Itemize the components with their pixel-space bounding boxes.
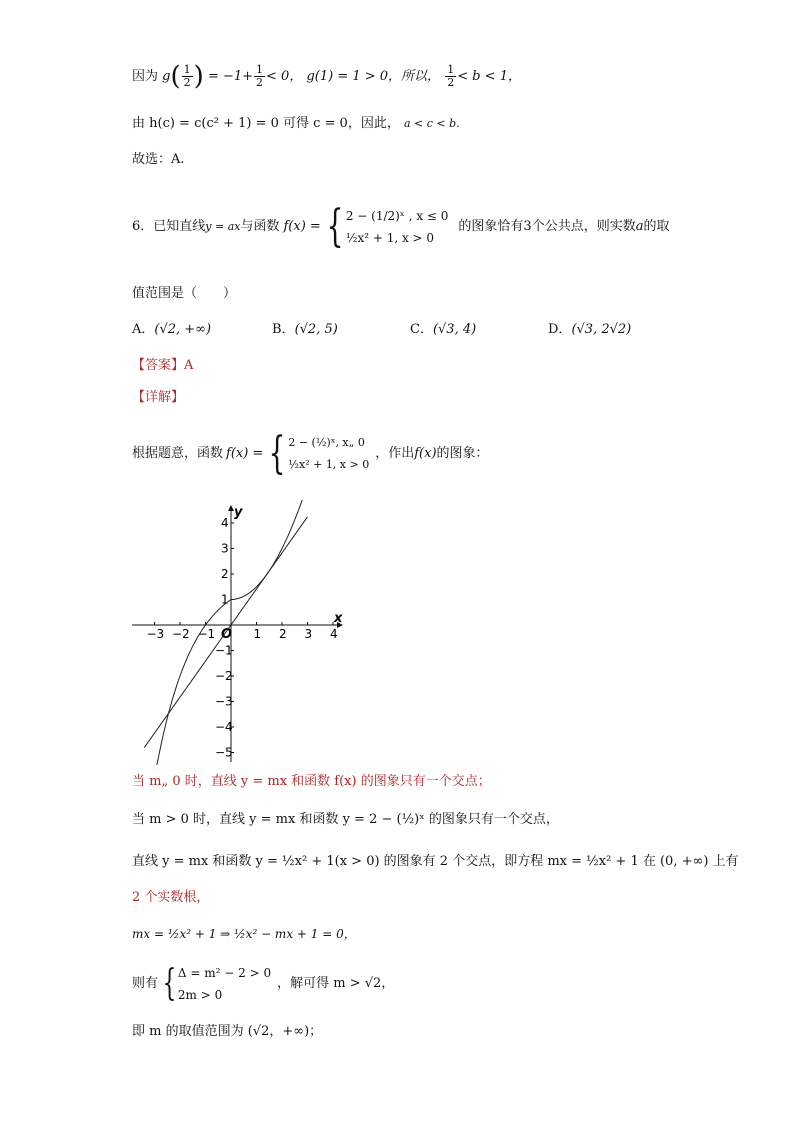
x-tick-label: 1	[253, 627, 262, 641]
function-graph	[128, 500, 353, 765]
line-2: 由 h(c) = c(c² + 1) = 0 可得 c = 0，因此， a < c < b.	[132, 116, 460, 131]
brace: {	[326, 201, 344, 252]
text: 因为	[132, 69, 159, 84]
explain-s1: 当 m„ 0 时，直线 y = mx 和函数 f(x) 的图象只有一个交点；	[132, 774, 491, 789]
math: g(1) = 1 > 0，所以，	[306, 69, 441, 84]
fraction: $\frac{1}{2}$	[183, 63, 191, 89]
answer-line	[132, 356, 193, 376]
piecewise: 2 − (½)ˣ, x„ 0 ½x² + 1, x > 0	[288, 436, 370, 471]
explain-p1: 根据题意，函数 f(x) = { 2 − (½)ˣ, x„ 0 ½x² + 1, x > 0 ，作出 f(x) 的图象：	[132, 428, 489, 479]
y-tick-label: 4	[221, 516, 229, 530]
line-3: 故选：A.	[132, 152, 185, 167]
explain-s4: 2 个实数根，	[132, 890, 210, 905]
x-tick-label: 3	[304, 627, 313, 641]
math: = −1+	[207, 69, 254, 84]
x-tick-label: −3	[146, 627, 165, 641]
question-stem: 6． 已知直线 y = ax 与函数 f(x) = { 2 − (1/2)ˣ , x ≤ 0 ½x² + 1, x > 0 的图象恰有3个公共点，则实数 a 的取	[132, 201, 670, 252]
choice-c[interactable]: C．(√3, 4)	[410, 322, 477, 337]
fraction: $\frac{1}{2}$	[256, 63, 264, 89]
explain-s7: 即 m 的取值范围为 (√2，+∞)；	[132, 1024, 323, 1039]
explain-s3: 直线 y = mx 和函数 y = ½x² + 1(x > 0) 的图象有 2 个交点，即方程 mx = ½x² + 1 在 (0, +∞) 上有	[132, 854, 739, 869]
math-g: g	[162, 69, 171, 84]
explain-s6: 则有 { Δ = m² − 2 > 0 2m > 0 ，解可得 m > √2，	[132, 963, 395, 1004]
y-tick-label: −3	[215, 694, 233, 709]
x-tick-label: −1	[197, 627, 216, 641]
y-tick-label: −4	[215, 720, 233, 734]
x-tick-label: 2	[279, 627, 287, 641]
y-tick-label: 2	[221, 567, 229, 581]
y-tick-label: −5	[215, 745, 233, 760]
y-axis-label: y	[234, 505, 243, 520]
line-1: 因为 g( $\frac{1}{2}$ ) = −1+ $\frac{1}{2}$ < 0， g(1) = 1 > 0，所以， $\frac{1}{2}$ < b < 1，	[132, 61, 521, 92]
explain-s5: mx = ½x² + 1 ⇒ ½x² − mx + 1 = 0，	[132, 927, 356, 941]
inequality-system: Δ = m² − 2 > 0 2m > 0	[177, 966, 272, 1002]
brace: {	[162, 963, 177, 1004]
x-axis-label: x	[334, 611, 343, 626]
explain-s2: 当 m > 0 时，直线 y = mx 和函数 y = 2 − (½)ˣ 的图象只有一个交点，	[132, 812, 559, 827]
y-tick-label: 1	[221, 592, 229, 607]
fraction: $\frac{1}{2}$	[447, 63, 455, 89]
choice-d[interactable]: D．(√3, 2√2)	[548, 322, 632, 337]
answer-tag: 【答案】	[132, 358, 185, 373]
brace: {	[268, 428, 286, 479]
piecewise: 2 − (1/2)ˣ , x ≤ 0 ½x² + 1, x > 0	[345, 209, 449, 245]
y-tick-label: −2	[215, 669, 233, 683]
y-tick-label: −1	[215, 643, 233, 658]
y-tick-label: 3	[221, 541, 229, 556]
answer-value: A	[184, 358, 194, 373]
choice-a[interactable]: A．(√2, +∞)	[132, 322, 212, 337]
question-stem-cont: 值范围是（ ）	[132, 286, 237, 301]
x-tick-label: −2	[172, 627, 190, 641]
choice-b[interactable]: B．(√2, 5)	[272, 322, 338, 337]
explain-tag: 【详解】	[132, 390, 185, 405]
x-tick-label: 4	[330, 627, 338, 641]
origin-label: O	[221, 627, 233, 642]
